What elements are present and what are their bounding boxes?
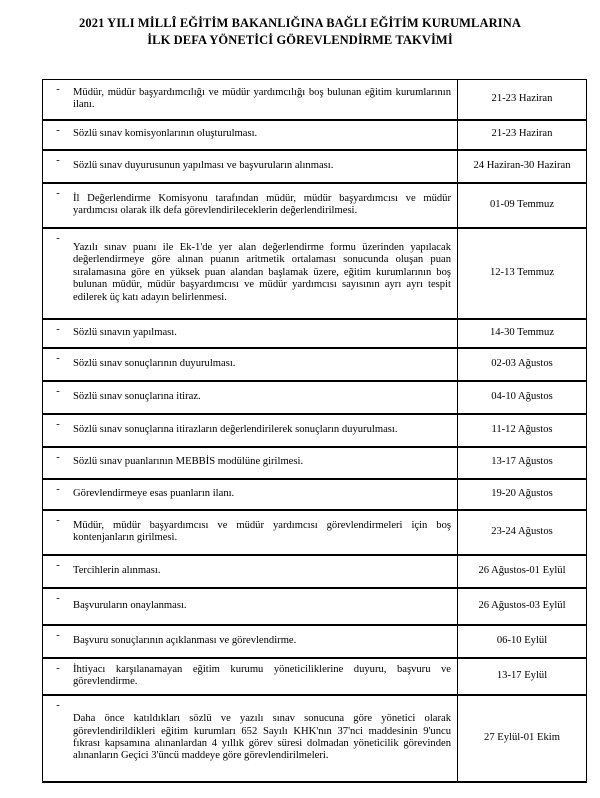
row-date: 13-17 Ağustos: [458, 447, 587, 479]
row-date: 26 Ağustos-03 Eylül: [458, 588, 587, 625]
row-marker: -: [43, 319, 74, 348]
schedule-row: [43, 228, 587, 319]
row-date: 19-20 Ağustos: [458, 479, 587, 510]
row-date: 12-13 Temmuz: [458, 228, 587, 319]
row-date: 23-24 Ağustos: [458, 510, 587, 555]
row-description: Başvuru sonuçlarının açıklanması ve görevlendirme.: [73, 625, 458, 658]
schedule-row: [43, 414, 587, 447]
row-description: Sözlü sınavın yapılması.: [73, 319, 458, 348]
schedule-row: [43, 447, 587, 479]
row-description: Daha önce katıldıkları sözlü ve yazılı sınav sonucuna göre yönetici olarak görevlendirildikleri eğitim kurumları 652 Sayılı KHK'nın 37'nci maddesinin 9'uncu fıkrası kapsamına alınanlardan 4 yıllık görev süresi dolmadan yöneticilik görevinden alınanların Geçici 3'üncü maddeye göre görevlendirilmeleri.: [73, 695, 458, 782]
row-description: Sözlü sınav sonuçlarına itiraz.: [73, 381, 458, 414]
row-description: Sözlü sınav duyurusunun yapılması ve başvuruların alınması.: [73, 150, 458, 183]
row-date: 06-10 Eylül: [458, 625, 587, 658]
schedule-row: [43, 381, 587, 414]
row-description: Müdür, müdür başyardımcılığı ve müdür yardımcılığı boş bulunan eğitim kurumlarının ilanı.: [73, 80, 458, 120]
row-marker: -: [43, 447, 74, 479]
row-marker: -: [43, 625, 74, 658]
schedule-table: [42, 79, 587, 783]
title-line-2: İLK DEFA YÖNETİCİ GÖREVLENDİRME TAKVİMİ: [147, 33, 453, 47]
schedule-row: [43, 348, 587, 381]
row-date: 14-30 Temmuz: [458, 319, 587, 348]
row-marker: -: [43, 80, 74, 120]
schedule-row: [43, 510, 587, 555]
row-marker: -: [43, 588, 74, 625]
row-marker: -: [43, 695, 74, 782]
schedule-row: [43, 555, 587, 588]
row-description: Sözlü sınav komisyonlarının oluşturulması.: [73, 120, 458, 150]
row-marker: -: [43, 479, 74, 510]
row-marker: -: [43, 381, 74, 414]
row-date: 01-09 Temmuz: [458, 183, 587, 228]
row-description: Sözlü sınav sonuçlarına itirazların değerlendirilerek sonuçların duyurulması.: [73, 414, 458, 447]
schedule-row: [43, 695, 587, 782]
row-description: İhtiyacı karşılanamayan eğitim kurumu yöneticiliklerine duyuru, başvuru ve görevlendirme.: [73, 658, 458, 695]
row-date: 02-03 Ağustos: [458, 348, 587, 381]
row-date: 24 Haziran-30 Haziran: [458, 150, 587, 183]
row-description: Başvuruların onaylanması.: [73, 588, 458, 625]
row-date: 11-12 Ağustos: [458, 414, 587, 447]
row-marker: -: [43, 348, 74, 381]
row-description: İl Değerlendirme Komisyonu tarafından müdür, müdür başyardımcısı ve müdür yardımcısı olarak ilk defa görevlendirileceklerin değerlendirilmesi.: [73, 183, 458, 228]
schedule-table-body: [43, 80, 587, 782]
row-date: 21-23 Haziran: [458, 120, 587, 150]
row-date: 13-17 Eylül: [458, 658, 587, 695]
row-marker: -: [43, 555, 74, 588]
row-marker: -: [43, 414, 74, 447]
row-description: Görevlendirmeye esas puanların ilanı.: [73, 479, 458, 510]
schedule-row: [43, 80, 587, 120]
document-title: [0, 0, 600, 49]
row-description: Sözlü sınav puanlarının MEBBİS modülüne girilmesi.: [73, 447, 458, 479]
row-marker: -: [43, 658, 74, 695]
row-marker: -: [43, 120, 74, 150]
schedule-row: [43, 150, 587, 183]
row-description: Sözlü sınav sonuçlarının duyurulması.: [73, 348, 458, 381]
row-description: Müdür, müdür başyardımcısı ve müdür yardımcısı görevlendirmeleri için boş kontenjanların girilmesi.: [73, 510, 458, 555]
row-date: 26 Ağustos-01 Eylül: [458, 555, 587, 588]
schedule-row: [43, 183, 587, 228]
row-description: Tercihlerin alınması.: [73, 555, 458, 588]
schedule-row: [43, 625, 587, 658]
row-date: 27 Eylül-01 Ekim: [458, 695, 587, 782]
row-marker: -: [43, 183, 74, 228]
row-date: 04-10 Ağustos: [458, 381, 587, 414]
row-marker: -: [43, 150, 74, 183]
schedule-row: [43, 658, 587, 695]
schedule-row: [43, 479, 587, 510]
row-marker: -: [43, 228, 74, 319]
row-marker: -: [43, 510, 74, 555]
title-line-1: 2021 YILI MİLLÎ EĞİTİM BAKANLIĞINA BAĞLI EĞİTİM KURUMLARINA: [79, 16, 521, 30]
row-date: 21-23 Haziran: [458, 80, 587, 120]
row-description: Yazılı sınav puanı ile Ek-1'de yer alan değerlendirme formu üzerinden yapılacak değerlendirmeye göre alınan puanın aritmetik ortalaması sonucunda oluşan puan sıralamasına göre en yüksek puan alandan başlamak üzere, eğitim kurumlarının boş bulunan müdür, müdür başyardımcısı ve müdür yardımcısı sayısının ayrı ayrı tespit edilerek üç katı adayın belirlenmesi.: [73, 228, 458, 319]
schedule-row: [43, 120, 587, 150]
schedule-row: [43, 588, 587, 625]
schedule-row: [43, 319, 587, 348]
